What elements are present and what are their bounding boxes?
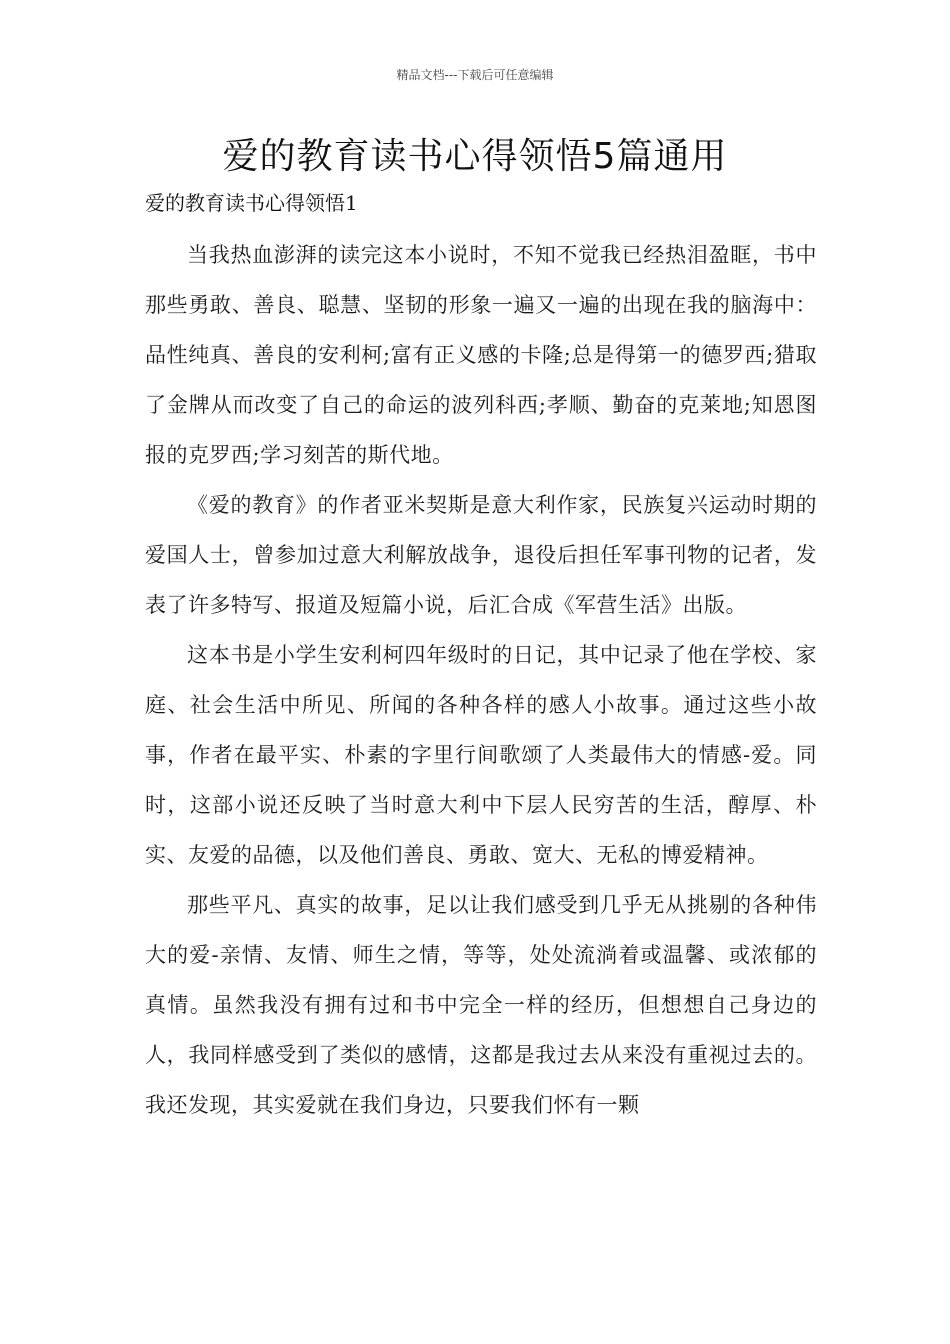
paragraph: 这本书是小学生安利柯四年级时的日记，其中记录了他在学校、家庭、社会生活中所见、所闻的各种各样的感人小故事。通过这些小故事，作者在最平实、朴素的字里行间歌颂了人类最伟大的情感-爱。同时，这部小说还反映了当时意大利中下层人民穷苦的生活，醇厚、朴实、友爱的品德，以及他们善良、勇敢、宽大、无私的博爱精神。 xyxy=(145,643,817,867)
section-heading: 爱的教育读书心得领悟1 xyxy=(145,191,358,215)
paragraph: 《爱的教育》的作者亚米契斯是意大利作家，民族复兴运动时期的爱国人士，曾参加过意大利解放战争，退役后担任军事刊物的记者，发表了许多特写、报道及短篇小说，后汇合成《军营生活》出版。 xyxy=(145,493,817,617)
body-text xyxy=(145,230,817,1130)
header-note: 精品文档---下载后可任意编辑 xyxy=(396,68,554,82)
paragraph: 那些平凡、真实的故事，足以让我们感受到几乎无从挑剔的各种伟大的爱-亲情、友情、师生之情，等等，处处流淌着或温馨、或浓郁的真情。虽然我没有拥有过和书中完全一样的经历，但想想自己身边的人，我同样感受到了类似的感情，这都是我过去从来没有重视过去的。我还发现，其实爱就在我们身边，只要我们怀有一颗 xyxy=(145,893,817,1117)
paragraph: 当我热血澎湃的读完这本小说时，不知不觉我已经热泪盈眶，书中那些勇敢、善良、聪慧、坚韧的形象一遍又一遍的出现在我的脑海中：品性纯真、善良的安利柯;富有正义感的卡隆;总是得第一的德罗西;猎取了金牌从而改变了自己的命运的波列科西;孝顺、勤奋的克莱地;知恩图报的克罗西;学习刻苦的斯代地。 xyxy=(145,243,817,467)
document-title: 爱的教育读书心得领悟5篇通用 xyxy=(222,136,728,177)
